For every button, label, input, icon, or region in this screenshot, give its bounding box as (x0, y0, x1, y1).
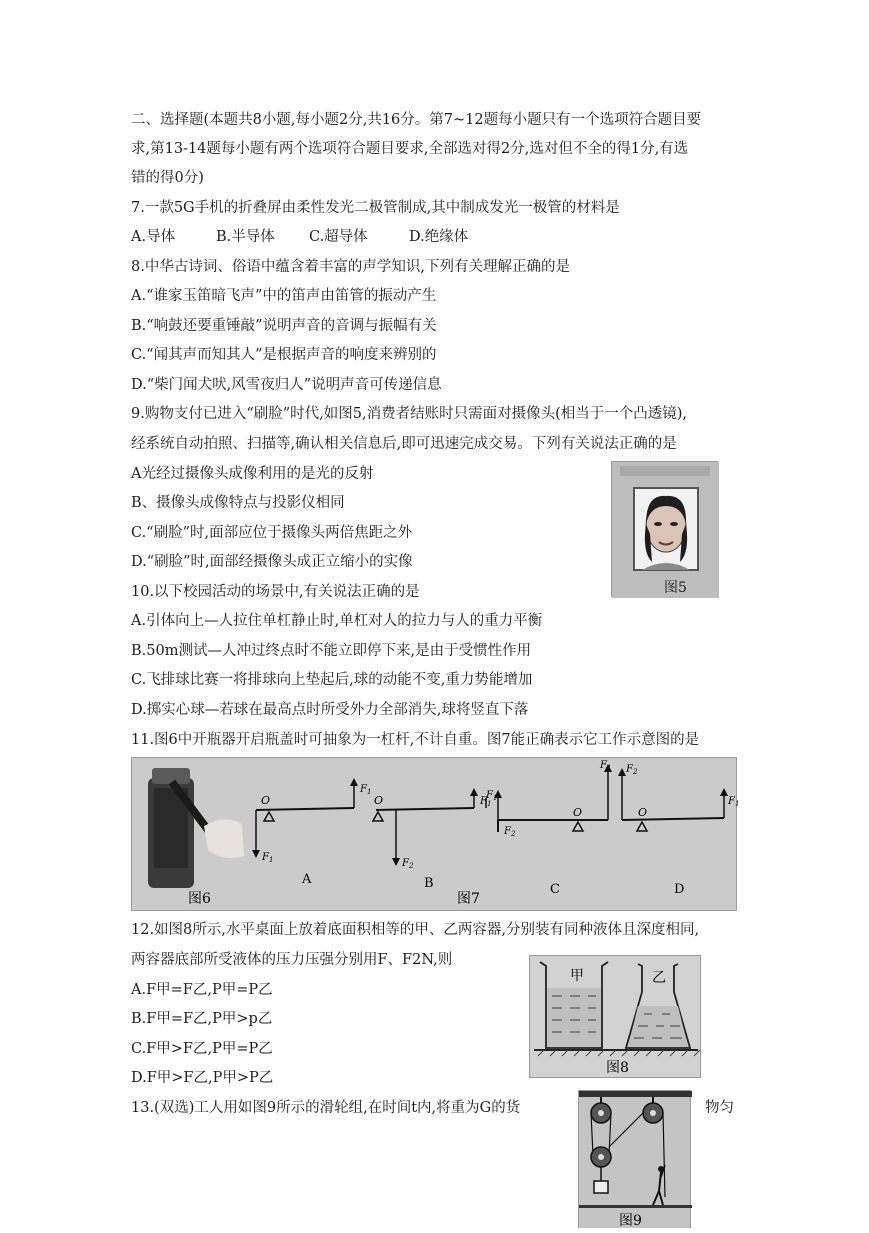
lever-a-force-f1: $F_1$ (262, 852, 274, 864)
container-yi-label: 乙 (652, 970, 666, 986)
q9-option-b: B、摄像头成像特点与投影仪相同 (131, 495, 345, 511)
q12-option-c: C.F甲>F乙,P甲=P乙 (131, 1041, 273, 1057)
container-jia-label: 甲 (570, 968, 584, 984)
section-header-line-2: 求,第13-14题每小题有两个选项符合题目要求,全部选对得2分,选对但不全的得1分,有选 (131, 141, 689, 157)
figure-6-caption: 图6 (188, 891, 211, 907)
diagram-label-c: C (550, 882, 560, 897)
lever-c-force-f1-left: $F_1$ (486, 790, 498, 802)
q10-option-b: B.50m测试—人冲过终点时不能立即停下来,是由于受惯性作用 (131, 643, 532, 659)
figure-5-face-camera (611, 461, 718, 597)
lever-b-force-f2: $F_2$ (402, 858, 414, 870)
q7-options (131, 227, 468, 247)
q13-stem-start: 13.(双选)工人用如图9所示的滑轮组,在时间t内,将重为G的货 (131, 1100, 521, 1116)
pulley-illustration (579, 1091, 692, 1229)
diagram-label-b: B (424, 876, 434, 891)
q9-option-a: A光经过摄像头成像利用的是光的反射 (131, 466, 374, 482)
lever-a-pivot-label: O (261, 794, 271, 807)
lever-d-force-f2: $F_2$ (626, 764, 638, 776)
q7-option-d: D.绝缘体 (409, 229, 469, 245)
q12-stem-line-2: 两容器底部所受液体的压力压强分别用F、F2N,则 (131, 952, 453, 968)
q7-option-b: B.半导体 (216, 229, 275, 245)
lever-c-pivot-label: O (573, 806, 583, 819)
q8-option-a: A.“谁家玉笛暗飞声”中的笛声由笛管的振动产生 (131, 288, 437, 304)
q12-stem-line-1: 12.如图8所示,水平桌面上放着底面积相等的甲、乙两容器,分别装有同种液体且深度相同, (131, 922, 700, 938)
q9-stem-line-2: 经系统自动拍照、扫描等,确认相关信息后,即可迅速完成交易。下列有关说法正确的是 (131, 436, 677, 452)
q12-option-d: D.F甲>F乙,P甲>P乙 (131, 1070, 274, 1086)
q12-option-a: A.F甲=F乙,P甲=P乙 (131, 982, 273, 998)
section-header-line-3: 错的得0分) (131, 170, 204, 186)
lever-b-force-f1: $F_1$ (480, 796, 492, 808)
lever-c-force-f1: $F_1$ (600, 760, 612, 772)
q10-stem: 10.以下校园活动的场景中,有关说法正确的是 (131, 584, 420, 600)
lever-a-force-f2: $F_1$ (360, 784, 372, 796)
q7-option-c: C.超导体 (309, 229, 368, 245)
figure-7-caption: 图7 (457, 891, 480, 907)
figure-8-caption: 图8 (606, 1060, 629, 1076)
figure-9-pulley-system (578, 1090, 691, 1228)
q13-stem-end: 物匀 (705, 1100, 734, 1116)
q12-option-b: B.F甲=F乙,P甲>p乙 (131, 1011, 273, 1027)
figure-5-caption: 图5 (664, 580, 687, 596)
figure-9-caption: 图9 (619, 1213, 642, 1229)
q10-option-c: C.飞排球比赛一将排球向上垫起后,球的动能不变,重力势能增加 (131, 672, 533, 688)
lever-b-pivot-label: O (374, 794, 384, 807)
q10-option-d: D.掷实心球—若球在最高点时所受外力全部消失,球将竖直下落 (131, 702, 529, 718)
section-header-line-1: 二、选择题(本题共8小题,每小题2分,共16分。第7~12题每小题只有一个选项符合题目要 (131, 112, 702, 128)
q11-stem: 11.图6中开瓶器开启瓶盖时可抽象为一杠杆,不计自重。图7能正确表示它工作示意图的是 (131, 732, 700, 748)
q10-option-a: A.引体向上—人拉住单杠静止时,单杠对人的拉力与人的重力平衡 (131, 613, 543, 629)
q9-option-d: D.“刷脸”时,面部经摄像头成正立缩小的实像 (131, 554, 413, 570)
lever-diagrams (132, 758, 738, 912)
q9-option-c: C.“刷脸”时,面部应位于摄像头两倍焦距之外 (131, 525, 413, 541)
figure-8-containers (529, 955, 701, 1078)
q8-option-c: C.“闻其声而知其人”是根据声音的响度来辨别的 (131, 347, 437, 363)
lever-c-force-f2: $F_2$ (504, 826, 516, 838)
q7-option-a: A.导体 (131, 229, 176, 245)
q8-stem: 8.中华古诗词、俗语中蕴含着丰富的声学知识,下列有关理解正确的是 (131, 259, 570, 275)
diagram-label-d: D (674, 882, 685, 897)
figure-6-7-lever-diagrams (131, 757, 740, 911)
lever-d-force-f1: $F_1$ (728, 796, 740, 808)
containers-illustration (530, 956, 702, 1079)
diagram-label-a: A (302, 872, 312, 887)
lever-d-pivot-label: O (638, 806, 648, 819)
q9-stem-line-1: 9.购物支付已进入“刷脸”时代,如图5,消费者结账时只需面对摄像头(相当于一个凸透镜), (131, 406, 688, 422)
q8-option-d: D.“柴门闻犬吠,风雪夜归人”说明声音可传递信息 (131, 377, 442, 393)
q8-option-b: B.“响鼓还要重锤敲”说明声音的音调与振幅有关 (131, 318, 437, 334)
q7-stem: 7.一款5G手机的折叠屏由柔性发光二极管制成,其中制成发光一极管的材料是 (131, 200, 620, 216)
